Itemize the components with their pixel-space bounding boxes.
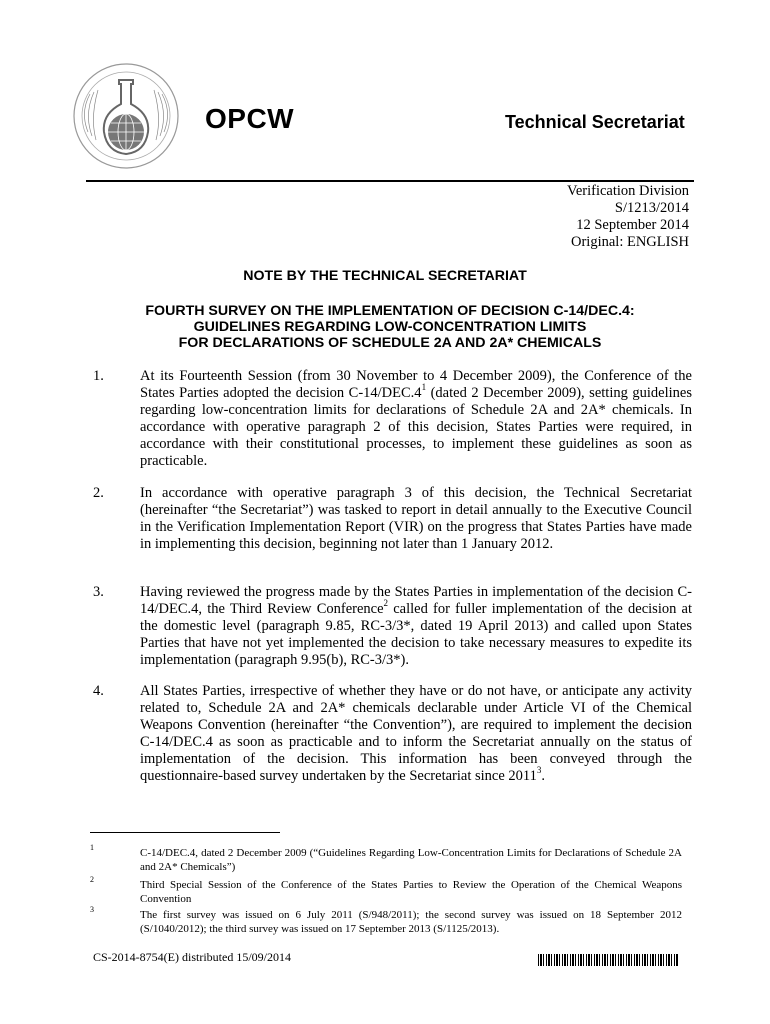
document-symbol: S/1213/2014 bbox=[614, 200, 689, 216]
footnote-text: C-14/DEC.4, dated 2 December 2009 (“Guidelines Regarding Low-Concentration Limits for Declarations of Schedule 2A and 2A* Chemicals”) bbox=[140, 847, 682, 873]
subject-line-3: FOR DECLARATIONS OF SCHEDULE 2A AND 2A* CHEMICALS bbox=[178, 335, 602, 351]
document-meta bbox=[567, 183, 689, 251]
footnote-1 bbox=[90, 843, 682, 874]
footnote-text: The first survey was issued on 6 July 2011 (S/948/2011); the second survey was issued on 18 September 2012 (S/1040/2012); the third survey was issued on 17 September 2013 (S/1125/2013). bbox=[140, 909, 682, 935]
secretariat-title: Technical Secretariat bbox=[505, 112, 685, 132]
paragraph-1 bbox=[86, 368, 692, 470]
paragraph-text: Having reviewed the progress made by the States Parties in implementation of the decision C-14/DEC.4, the Third Review Conference bbox=[140, 584, 692, 617]
footnote-divider bbox=[90, 832, 280, 833]
footnote-3 bbox=[90, 905, 682, 936]
subject-line-2: GUIDELINES REGARDING LOW-CONCENTRATION LIMITS bbox=[193, 319, 587, 335]
paragraph-text: All States Parties, irrespective of whether they have or do not have, or anticipate any activity related to, Schedule 2A and 2A* chemicals declarable under Article VI of the Chemical Weapons Convention (hereinafter “the Convention”), are required to implement the decision C-14/DEC.4 as soon as practicable and to inform the Secretariat annually on the status of implementation of the decision. This information has been conveyed through the questionnaire-based survey undertaken by the Secretariat since 2011 bbox=[140, 683, 692, 784]
paragraph-number: 1. bbox=[93, 368, 104, 384]
organization-name: OPCW bbox=[205, 103, 295, 134]
paragraph-text: At its Fourteenth Session (from 30 November to 4 December 2009), the Conference of the States Parties adopted the decision C-14/DEC.4 bbox=[140, 368, 692, 401]
subject-title bbox=[86, 303, 694, 351]
division: Verification Division bbox=[566, 183, 689, 199]
paragraph-text: called for fuller implementation of the decision at the domestic level (paragraph 9.85, RC-3/3*, dated 19 April 2013) and called upon States Parties that have not yet implemented the decision to take necessary measures to expedite its implementation (paragraph 9.95(b), RC-3/3*). bbox=[140, 601, 693, 668]
footnote-number: 2 bbox=[90, 875, 94, 884]
footnote-ref[interactable]: 2 bbox=[383, 598, 389, 609]
footnote-text: Third Special Session of the Conference of the States Parties to Review the Operation of the Chemical Weapons Convention bbox=[140, 879, 682, 905]
original-language: Original: ENGLISH bbox=[571, 234, 689, 250]
document-date: 12 September 2014 bbox=[576, 217, 689, 233]
distribution-line: CS-2014-8754(E) distributed 15/09/2014 bbox=[93, 950, 291, 964]
paragraph-4 bbox=[86, 683, 692, 785]
paragraph-3 bbox=[86, 584, 692, 669]
footnote-2 bbox=[90, 875, 682, 906]
paragraph-text: (dated 2 December 2009), setting guidelines regarding low-concentration limits for declarations of Schedule 2A and 2A* chemicals. In accordance with operative paragraph 2 of this decision, States Parties were required, in accordance with their constitutional processes, to implement these guidelines as soon as practicable. bbox=[140, 385, 692, 469]
footnote-ref[interactable]: 3 bbox=[536, 765, 542, 776]
header-divider bbox=[86, 180, 694, 182]
paragraph-text: . bbox=[541, 768, 545, 784]
paragraph-2 bbox=[86, 485, 692, 553]
footnote-number: 1 bbox=[90, 843, 94, 852]
paragraph-text: In accordance with operative paragraph 3 of this decision, the Technical Secretariat (hereinafter “the Secretariat”) was tasked to report in detail annually to the Executive Council in the Verification Implementation Report (VIR) on the progress that States Parties have made in implementing this decision, beginning not later than 1 January 2012. bbox=[140, 485, 692, 552]
footnote-ref[interactable]: 1 bbox=[421, 382, 427, 393]
barcode-icon bbox=[538, 954, 678, 966]
footnote-number: 3 bbox=[90, 905, 94, 914]
note-title: NOTE BY THE TECHNICAL SECRETARIAT bbox=[243, 268, 527, 284]
paragraph-number: 4. bbox=[93, 683, 104, 699]
opcw-emblem-icon bbox=[72, 62, 180, 170]
paragraph-number: 2. bbox=[93, 485, 104, 501]
subject-line-1: FOURTH SURVEY ON THE IMPLEMENTATION OF DECISION C-14/DEC.4: bbox=[145, 303, 635, 319]
paragraph-number: 3. bbox=[93, 584, 104, 600]
